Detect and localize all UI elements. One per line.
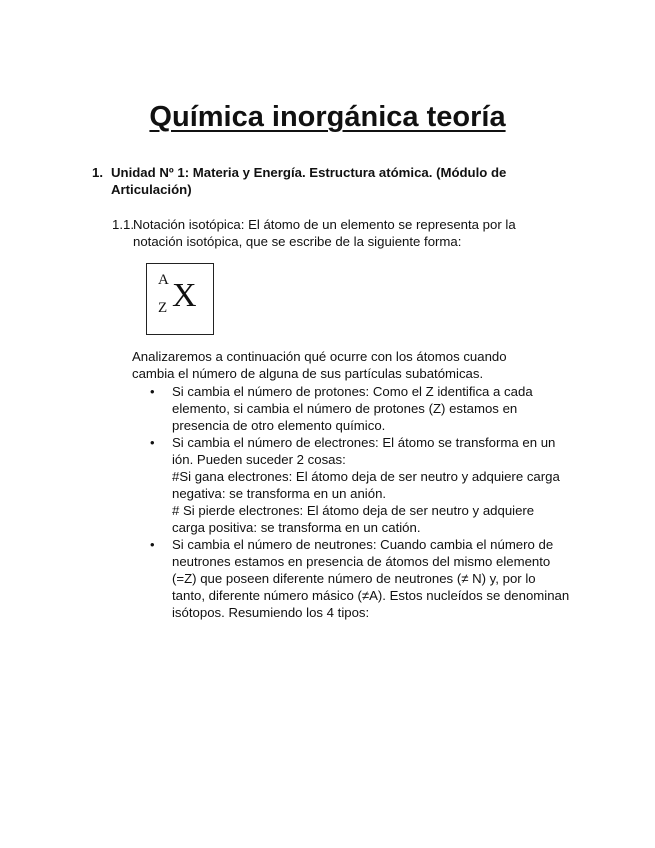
bullet-subcase-loss: # Si pierde electrones: El átomo deja de ser neutro y adquiere carga positiva: se transforma en un catión. [172,503,535,535]
bullet-text: Si cambia el número de electrones: El átomo se transforma en un ión. Pueden suceder 2 cosas: [172,435,556,467]
subsection-text: Notación isotópica: El átomo de un elemento se representa por la notación isotópica, que se escribe de la siguiente forma: [133,217,516,249]
element-symbol: X [172,277,197,314]
atomic-number-symbol: Z [158,300,168,316]
subsection-heading [112,216,567,250]
bullet-item-neutrons [150,536,570,621]
unit-number: 1. [92,165,103,180]
bullet-list [150,383,570,621]
bullet-item-protons [150,383,570,434]
intro-paragraph: Analizaremos a continuación qué ocurre con los átomos cuando cambia el número de alguna de sus partículas subatómicas. [132,349,507,381]
bullet-subcase-gain: #Si gana electrones: El átomo deja de ser neutro y adquiere carga negativa: se transforma en un anión. [172,469,560,501]
bullet-marker: • [150,435,155,450]
bullet-text: Si cambia el número de neutrones: Cuando cambia el número de neutrones estamos en presencia de átomos del mismo elemento (=Z) que poseen diferente número de neutrones (≠ N) y, por lo tanto, diferente número másico (≠A). Estos nucleídos se denominan isótopos. Resumiendo los 4 tipos: [172,537,570,620]
unit-heading [92,164,532,198]
bullet-marker: • [150,537,155,552]
bullet-item-electrons [150,434,570,536]
bullet-text: Si cambia el número de protones: Como el Z identifica a cada elemento, si cambia el número de protones (Z) estamos en presencia de otro elemento químico. [172,384,533,433]
page-title: Química inorgánica teoría [149,101,506,133]
subsection-number: 1.1. [112,217,134,232]
mass-number-symbol: A [158,272,169,288]
unit-heading-text: Unidad Nº 1: Materia y Energía. Estructura atómica. (Módulo de Articulación) [111,165,507,197]
bullet-marker: • [150,384,155,399]
isotopic-notation-figure [146,263,214,335]
